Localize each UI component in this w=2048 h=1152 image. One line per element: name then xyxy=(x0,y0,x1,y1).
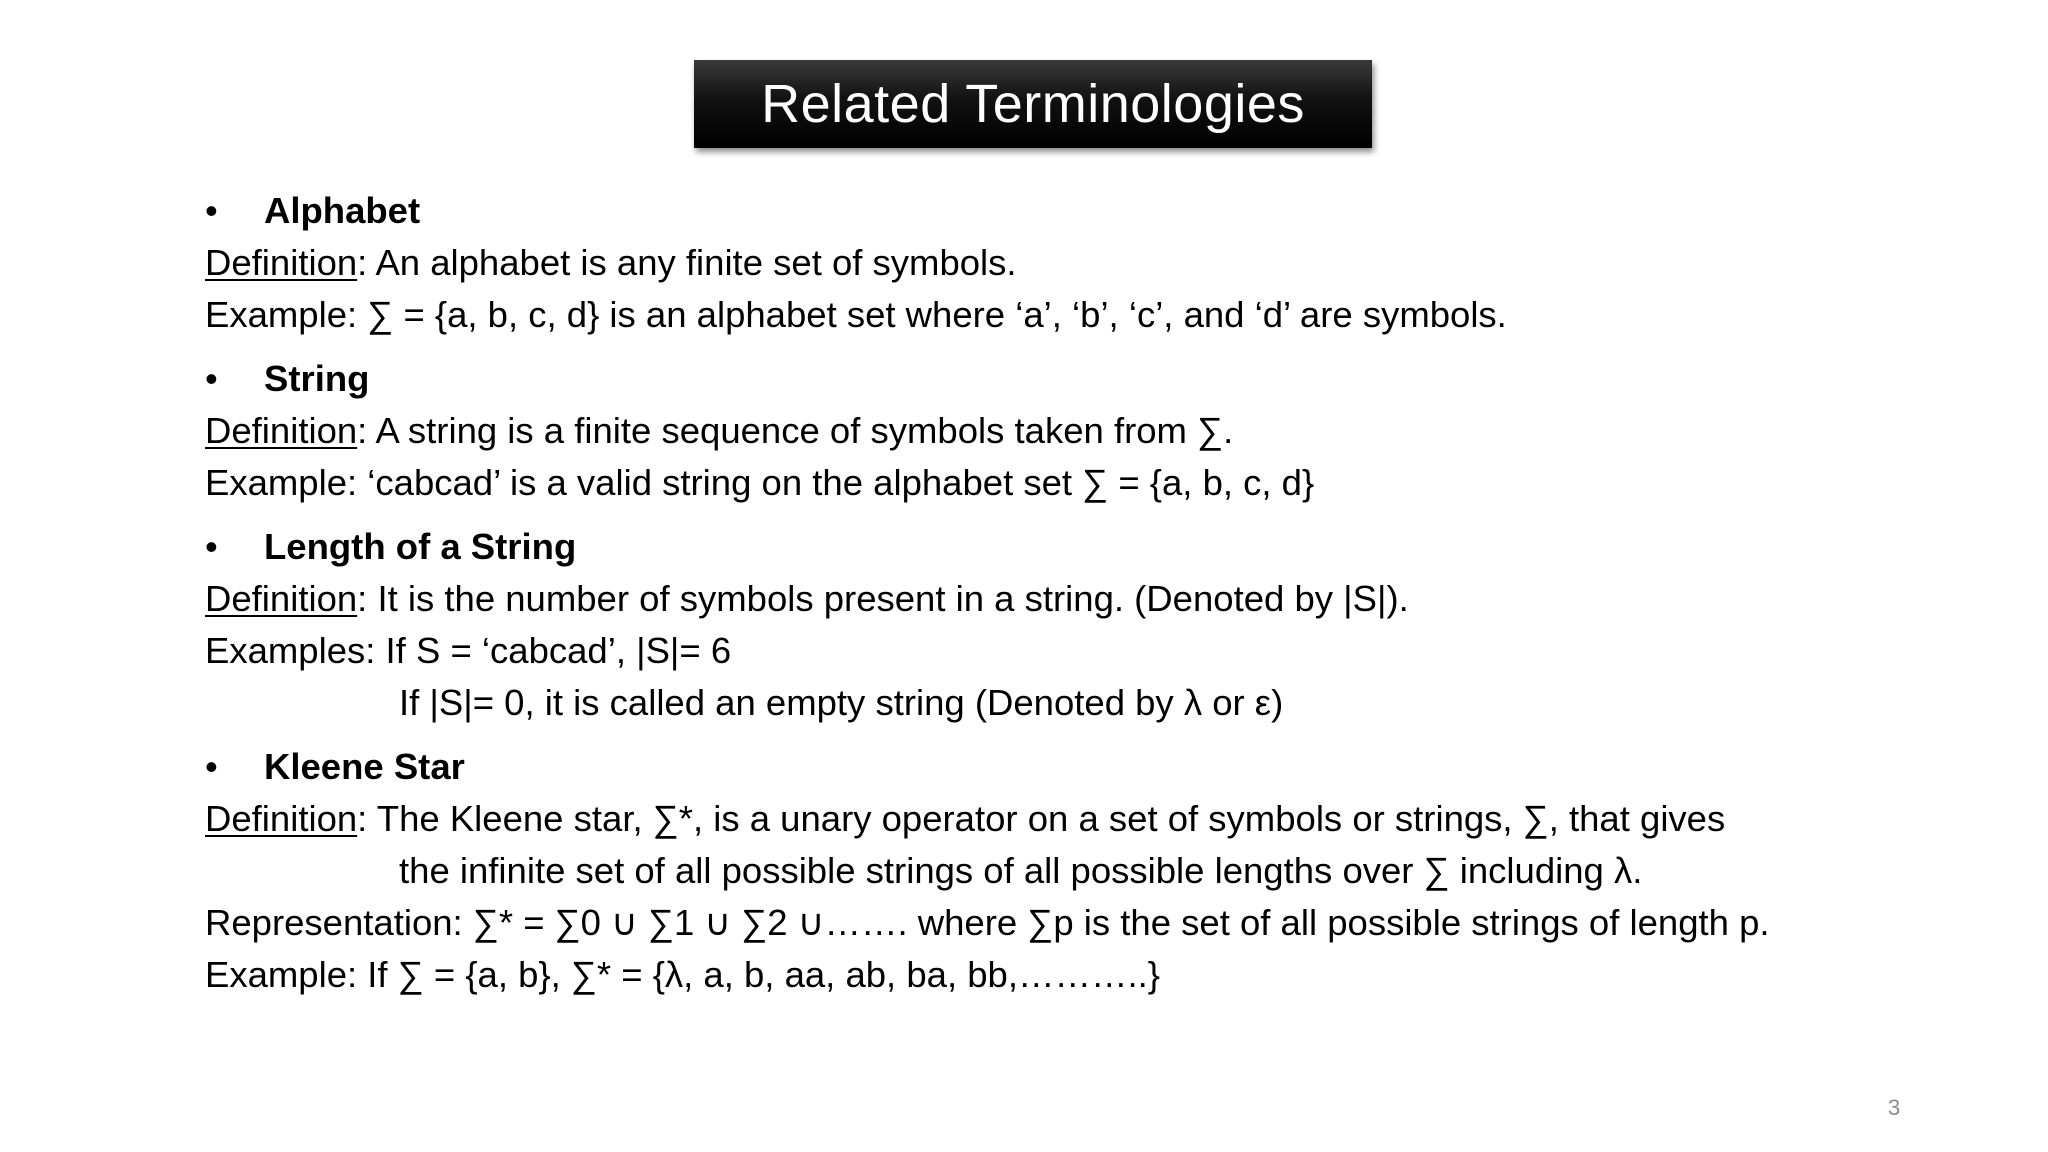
kleene-representation: Representation: ∑* = ∑0 ∪ ∑1 ∪ ∑2 ∪……. where ∑p is the set of all possible strings of length p. xyxy=(205,902,1770,943)
kleene-definition-continued: the infinite set of all possible strings of all possible lengths over ∑ including λ. xyxy=(399,850,1643,891)
heading-text: Alphabet xyxy=(264,190,421,231)
section-heading-string xyxy=(205,353,1925,405)
string-example: Example: ‘cabcad’ is a valid string on the alphabet set ∑ = {a, b, c, d} xyxy=(205,462,1315,503)
length-definition xyxy=(205,573,1925,625)
definition-label: Definition xyxy=(205,410,358,451)
section-heading-length xyxy=(205,521,1925,573)
bullet-icon: • xyxy=(205,526,218,567)
slide-title-box xyxy=(694,60,1372,148)
definition-text: : An alphabet is any finite set of symbols. xyxy=(357,242,1017,283)
string-definition xyxy=(205,405,1925,457)
heading-text: String xyxy=(264,358,370,399)
length-example-2: If |S|= 0, it is called an empty string (Denoted by λ or ε) xyxy=(399,682,1284,723)
slide-content xyxy=(205,185,1925,1001)
heading-text: Length of a String xyxy=(264,526,577,567)
kleene-definition xyxy=(205,793,1925,845)
definition-text: : A string is a finite sequence of symbols taken from ∑. xyxy=(357,410,1234,451)
bullet-icon: • xyxy=(205,746,218,787)
slide-title: Related Terminologies xyxy=(761,74,1305,134)
definition-label: Definition xyxy=(205,798,358,839)
length-example-1: Examples: If S = ‘cabcad’, |S|= 6 xyxy=(205,630,732,671)
definition-label: Definition xyxy=(205,578,358,619)
bullet-icon: • xyxy=(205,190,218,231)
page-number: 3 xyxy=(1888,1095,1901,1120)
alphabet-example: Example: ∑ = {a, b, c, d} is an alphabet set where ‘a’, ‘b’, ‘c’, and ‘d’ are symbols. xyxy=(205,294,1507,335)
section-heading-kleene xyxy=(205,741,1925,793)
alphabet-definition xyxy=(205,237,1925,289)
definition-label: Definition xyxy=(205,242,358,283)
bullet-icon: • xyxy=(205,358,218,399)
definition-text: : The Kleene star, ∑*, is a unary operator on a set of symbols or strings, ∑, that gives xyxy=(357,798,1726,839)
heading-text: Kleene Star xyxy=(264,746,465,787)
kleene-example: Example: If ∑ = {a, b}, ∑* = {λ, a, b, aa, ab, ba, bb,………..} xyxy=(205,954,1160,995)
section-heading-alphabet xyxy=(205,185,1925,237)
definition-text: : It is the number of symbols present in a string. (Denoted by |S|). xyxy=(357,578,1409,619)
